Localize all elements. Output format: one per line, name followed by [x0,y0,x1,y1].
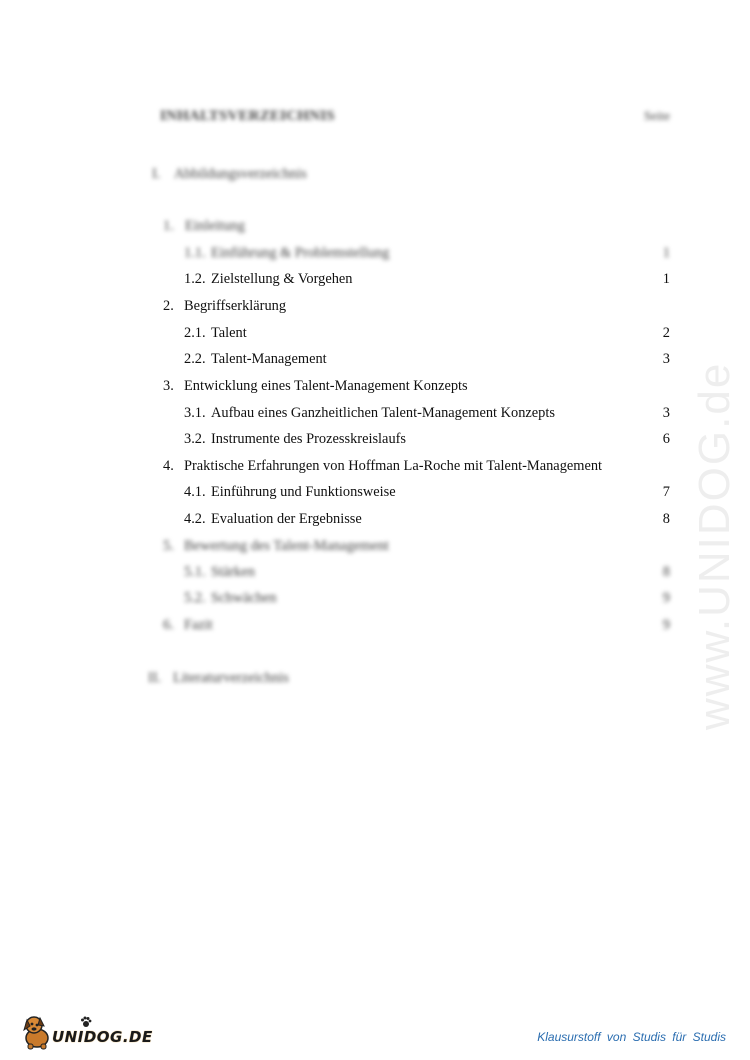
paw-icon [80,1016,92,1028]
toc-heading: INHALTSVERZEICHNIS [160,108,335,124]
toc-entry [184,508,670,530]
toc-entry-label: Fazit [184,617,213,633]
toc-entry-number: 4. [163,458,174,474]
toc-entry-label: Einleitung [185,218,245,234]
toc-entry-number: 4.1. [184,484,206,500]
toc-entry [184,587,670,609]
toc-entry-page: 3 [662,351,670,367]
watermark-text: www.UNIDOG.de [690,361,739,730]
toc-entry [163,614,670,636]
toc-entry-number: 2. [163,298,174,314]
toc-entry-number: 3.2. [184,431,206,447]
toc-entry-page: 7 [662,484,670,500]
toc-entry [184,322,670,344]
toc-entry-page: 9 [662,590,670,606]
page-column-label: Seite [644,108,670,123]
logo-text: UNIDOG.DE [52,1028,153,1046]
toc-entry-label: Talent [211,325,247,341]
toc-entry-label: Talent-Management [211,351,327,367]
toc-entry-number: 2.1. [184,325,206,341]
footer-tagline: Klausurstoff von Studis für Studis [537,1030,726,1044]
toc-entry-label: Entwicklung eines Talent-Management Konzepts [184,378,468,394]
toc-entry-page: 9 [662,617,670,633]
toc-entry [184,428,670,450]
toc-entry-page: 2 [662,325,670,341]
toc-entry-label: Einführung und Funktionsweise [211,484,396,500]
toc-entry-label: Abbildungsverzeichnis [174,166,307,182]
unidog-logo[interactable] [22,1014,162,1050]
toc-entry-number: 6. [163,617,174,633]
toc-heading-row [160,108,670,130]
toc-entry [184,348,670,370]
toc-entry [184,242,670,264]
toc-entry-label: Schwächen [211,590,277,606]
toc-entry-number: 5.2. [184,590,206,606]
toc-entry-page: 8 [662,564,670,580]
toc-entry-label: Aufbau eines Ganzheitlichen Talent-Management Konzepts [211,405,555,421]
toc-entry-label: Instrumente des Prozesskreislaufs [211,431,407,447]
toc-entry-label: Evaluation der Ergebnisse [211,511,362,527]
toc-entry-number: 2.2. [184,351,206,367]
toc-entry [184,268,670,290]
toc-entry-page: 3 [662,405,670,421]
toc-entry [184,481,670,503]
toc-entry-label: Bewertung des Talent-Management [184,538,389,554]
toc-entry-label: Einführung & Problemstellung [211,245,390,261]
toc-entry-page: 8 [662,511,670,527]
toc-entry-number: 1.2. [184,271,206,287]
toc-entry-number: 5. [163,538,174,554]
toc-entry-number: 3.1. [184,405,206,421]
toc-entry-number: 5.1. [184,564,206,580]
toc-entry-label: Praktische Erfahrungen von Hoffman La-Roche mit Talent-Management [184,458,603,474]
toc-entry [184,561,670,583]
toc-entry-label: Stärken [211,564,255,580]
dog-mascot-icon [22,1014,56,1050]
toc-entry-page: 6 [662,431,670,447]
toc-entry-label: Zielstellung & Vorgehen [211,271,353,287]
toc-entry-number: I. [152,166,161,182]
toc-entry-number: 1. [163,218,174,234]
toc-entry-label: Literaturverzeichnis [173,670,289,686]
toc-entry-number: 4.2. [184,511,206,527]
toc-entry-label: Begriffserklärung [184,298,287,314]
toc-entry-number: 1.1. [184,245,206,261]
toc-entry [184,402,670,424]
toc-entry-number: 3. [163,378,174,394]
toc-entry-page: 1 [662,271,670,287]
toc-entry-page: 1 [662,245,670,261]
toc-entry-number: II. [148,670,162,686]
